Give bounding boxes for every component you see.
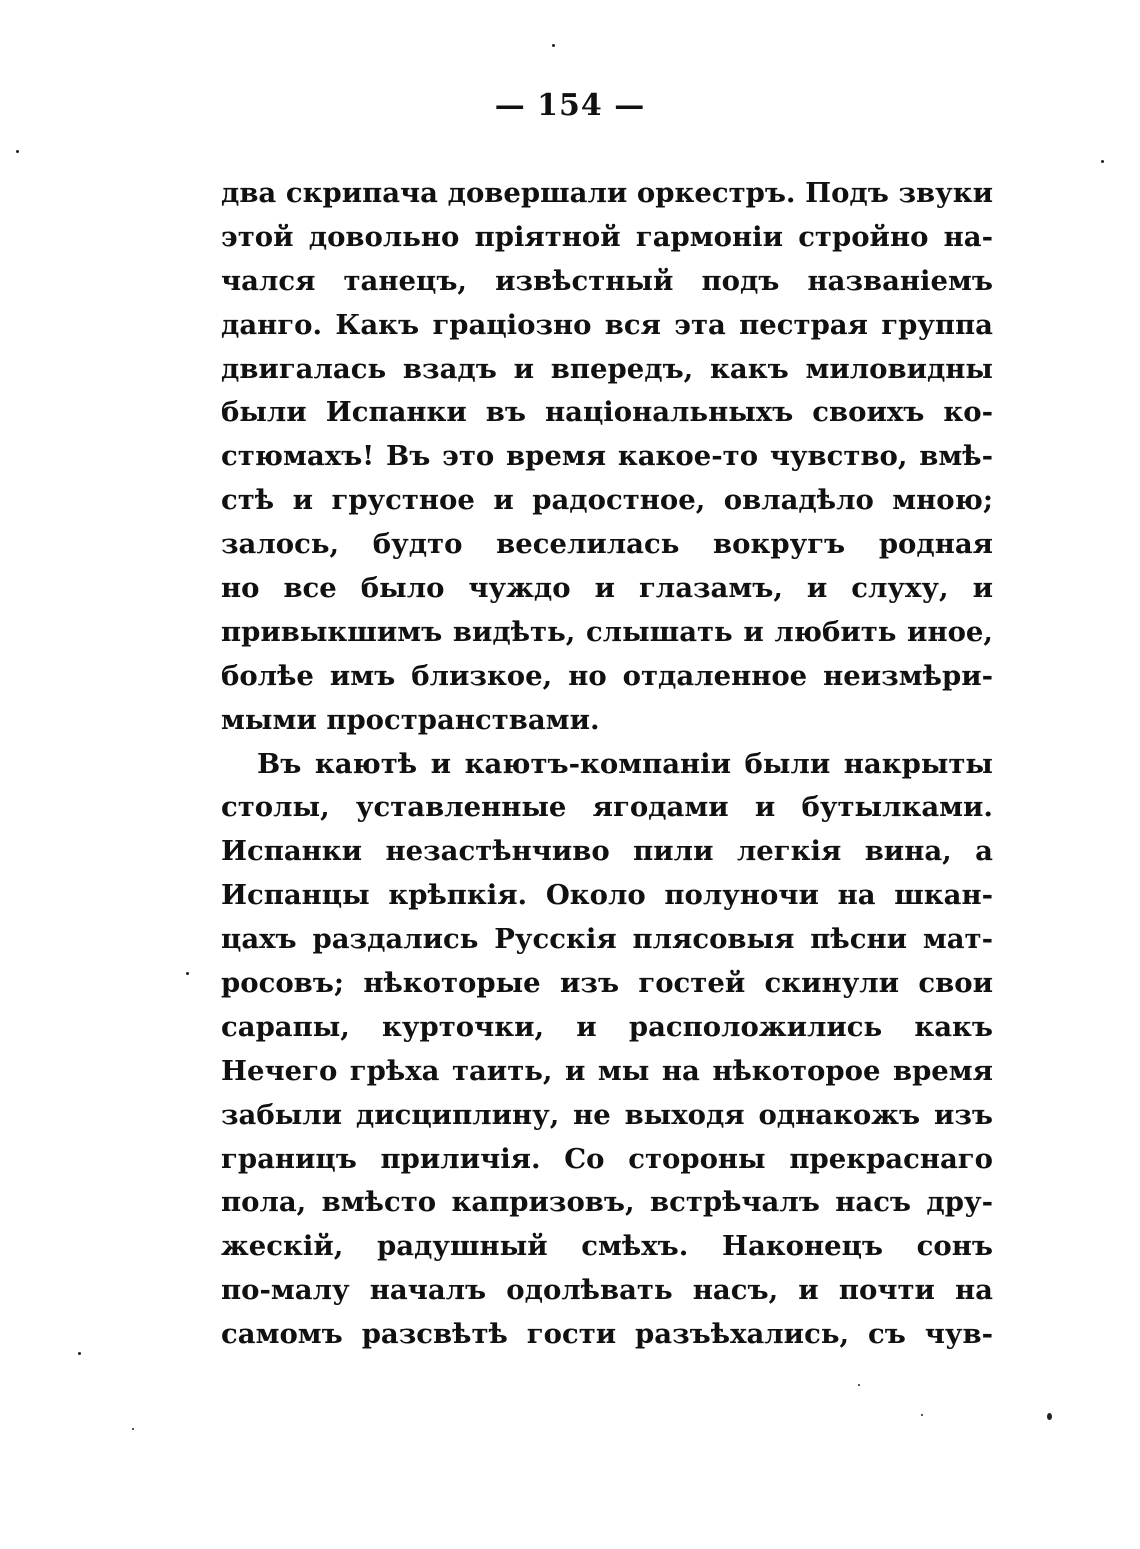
text-line: мыми пространствами. <box>221 703 600 736</box>
scan-speck <box>186 972 189 975</box>
text-line: столы, уставленные ягодами и бутылками. <box>221 791 993 824</box>
scan-speck <box>1047 1413 1052 1420</box>
scan-speck <box>16 150 19 153</box>
scan-speck <box>1101 160 1104 163</box>
text-line: стѣ и грустное и радостное, овладѣло мною; <box>221 484 993 517</box>
text-line: двигалась взадъ и впередъ, какъ миловидны <box>221 352 993 385</box>
text-line: два скрипача довершали оркестръ. Подъ звуки <box>221 177 993 209</box>
body-text <box>221 172 993 1357</box>
text-line: болѣе имъ близкое, но отдаленное неизмѣри- <box>221 659 993 692</box>
text-line: сарапы, курточки, и расположились какъ <box>221 1010 993 1043</box>
page-number: — 154 — <box>494 88 646 123</box>
paragraph-2 <box>221 743 993 1357</box>
text-line: привыкшимъ видѣть, слышать и любить иное, <box>221 615 993 648</box>
text-line: росовъ; нѣкоторые изъ гостей скинули свои <box>221 967 993 1000</box>
text-line: Нечего грѣха таить, и мы на нѣкоторое время <box>221 1054 993 1087</box>
text-line: чался танецъ, извѣстный подъ названіемъ <box>221 264 993 297</box>
scan-speck <box>921 1414 923 1416</box>
text-line: по-малу началъ одолѣвать насъ, и почти на <box>221 1274 993 1307</box>
scan-speck <box>552 44 555 47</box>
text-line: стюмахъ! Въ это время какое-то чувство, вмѣ- <box>221 440 993 473</box>
text-line: пола, вмѣсто капризовъ, встрѣчалъ насъ дру- <box>221 1186 993 1219</box>
text-line: Въ каютѣ и каютъ-компаніи были накрыты <box>257 747 993 780</box>
text-line: этой довольно пріятной гармоніи стройно на- <box>221 220 993 253</box>
scan-speck <box>78 1352 81 1355</box>
text-line: залось, будто веселилась вокругъ родная <box>221 528 993 561</box>
text-line: забыли дисциплину, не выходя однакожъ изъ <box>221 1098 993 1131</box>
text-line: границъ приличія. Со стороны прекраснаго <box>221 1142 993 1175</box>
text-line: цахъ раздались Русскія плясовыя пѣсни мат- <box>221 923 993 956</box>
scan-speck <box>132 1428 134 1430</box>
paragraph-1 <box>221 172 993 743</box>
text-line: жескій, радушный смѣхъ. Наконецъ сонъ <box>221 1230 993 1263</box>
text-line: Испанцы крѣпкія. Около полуночи на шкан- <box>221 879 993 912</box>
text-line: Испанки незастѣнчиво пили легкія вина, а <box>221 835 993 868</box>
text-line: самомъ разсвѣтѣ гости разъѣхались, съ чув- <box>221 1318 993 1351</box>
text-line: были Испанки въ національныхъ своихъ ко- <box>221 396 993 429</box>
scan-speck <box>858 1384 860 1386</box>
text-line: данго. Какъ граціозно вся эта пестрая группа <box>221 308 993 341</box>
text-line: но все было чуждо и глазамъ, и слуху, и <box>221 572 993 605</box>
